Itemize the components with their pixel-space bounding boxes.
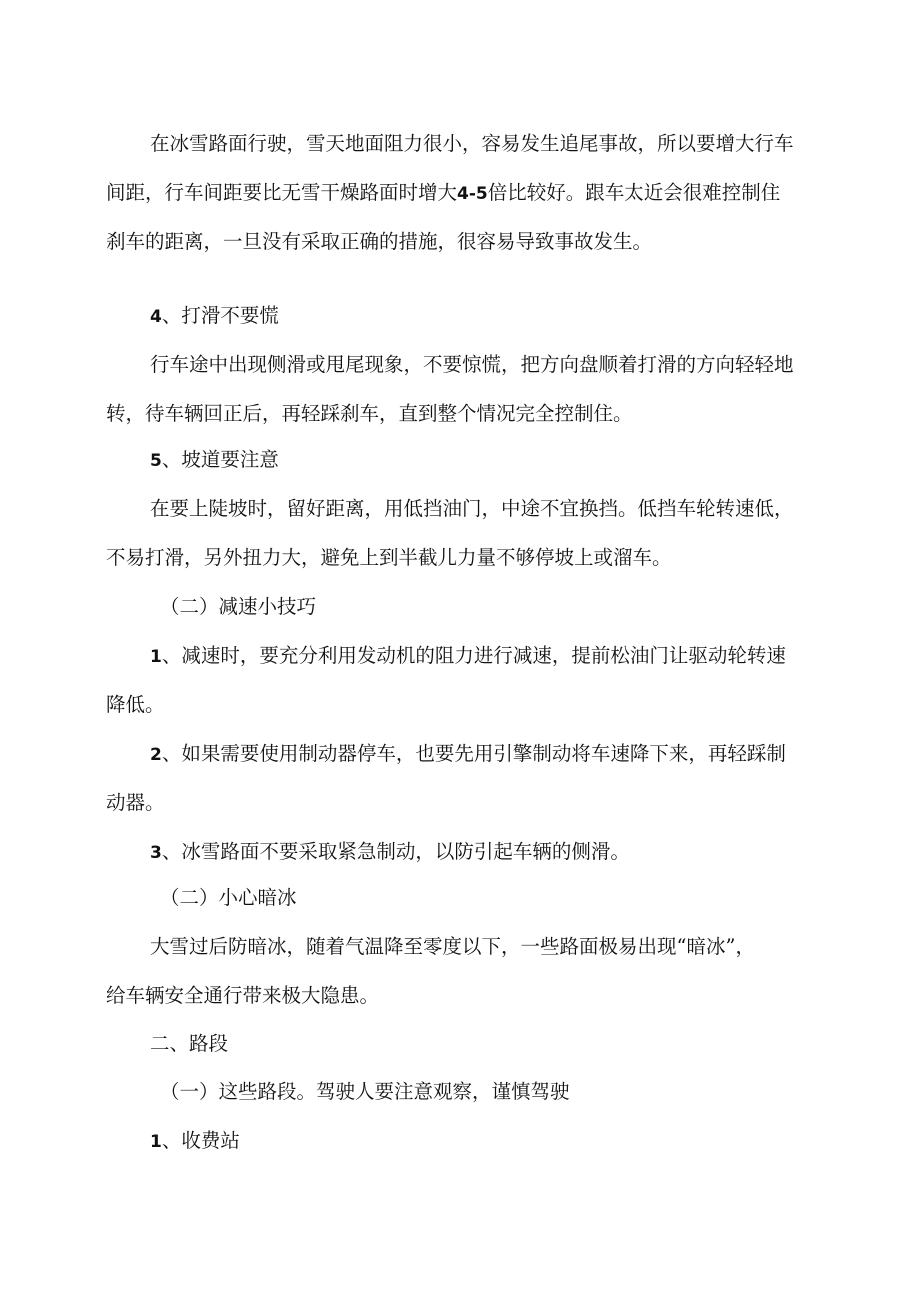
item-toll-station xyxy=(150,1128,240,1155)
section-title-deceleration-tips: （二）减速小技巧 xyxy=(160,595,317,618)
section-title-black-ice: （二）小心暗冰 xyxy=(160,886,297,909)
paragraph-5-line-2: 不易打滑，另外扭力大，避免上到半截儿力量不够停坡上或溜车。 xyxy=(106,546,672,569)
paragraph-6-line-1: 大雪过后防暗冰，随着气温降至零度以下，一些路面极易出现“暗冰”， xyxy=(150,935,755,958)
item-2-line-2: 动器。 xyxy=(106,791,165,814)
item-1-line-2: 降低。 xyxy=(106,693,165,716)
item-1-number: 1 xyxy=(150,647,162,667)
heading-5-text: 、坡道要注意 xyxy=(161,448,279,471)
paragraph-1-line-2-b: 倍比较好。跟车太近会很难控制住 xyxy=(487,181,781,204)
paragraph-1-line-1: 在冰雪路面行驶，雪天地面阻力很小，容易发生追尾事故，所以要增大行车 xyxy=(150,132,794,155)
paragraph-1-number: 4-5 xyxy=(457,184,488,204)
item-3-line-1 xyxy=(150,839,630,866)
heading-4-number: 4 xyxy=(150,307,162,327)
heading-4-text: 、打滑不要慌 xyxy=(161,304,279,327)
paragraph-6-line-2: 给车辆安全通行带来极大隐患。 xyxy=(106,984,380,1007)
item-1-line-1 xyxy=(150,643,786,670)
paragraph-1-line-3: 刹车的距离，一旦没有采取正确的措施，很容易导致事故发生。 xyxy=(106,230,653,253)
heading-4 xyxy=(150,303,279,330)
part-title-road-sections: 二、路段 xyxy=(150,1032,229,1055)
item-3-text: 、冰雪路面不要采取紧急制动，以防引起车辆的侧滑。 xyxy=(161,840,630,863)
item-2-text: 、如果需要使用制动器停车，也要先用引擎制动将车速降下来，再轻踩制 xyxy=(161,742,786,765)
paragraph-1-line-2-a: 间距，行车间距要比无雪干燥路面时增大 xyxy=(106,181,458,204)
paragraph-4-line-2: 转，待车辆回正后，再轻踩刹车，直到整个情况完全控制住。 xyxy=(106,402,633,425)
paragraph-4-line-1: 行车途中出现侧滑或甩尾现象，不要惊慌，把方向盘顺着打滑的方向轻轻地 xyxy=(150,353,794,376)
heading-5-number: 5 xyxy=(150,451,162,471)
heading-5 xyxy=(150,447,279,474)
item-2-line-1 xyxy=(150,741,786,768)
item-2-number: 2 xyxy=(150,745,162,765)
item-3-number: 3 xyxy=(150,843,162,863)
paragraph-1-line-2 xyxy=(106,180,780,207)
item-toll-station-number: 1 xyxy=(150,1132,162,1152)
item-1-text: 、减速时，要充分利用发动机的阻力进行减速，提前松油门让驱动轮转速 xyxy=(161,644,786,667)
item-toll-station-text: 、收费站 xyxy=(161,1129,240,1152)
paragraph-5-line-1: 在要上陡坡时，留好距离，用低挡油门，中途不宜换挡。低挡车轮转速低， xyxy=(150,497,794,520)
section-title-observe-carefully: （一）这些路段。驾驶人要注意观察，谨慎驾驶 xyxy=(160,1080,570,1103)
